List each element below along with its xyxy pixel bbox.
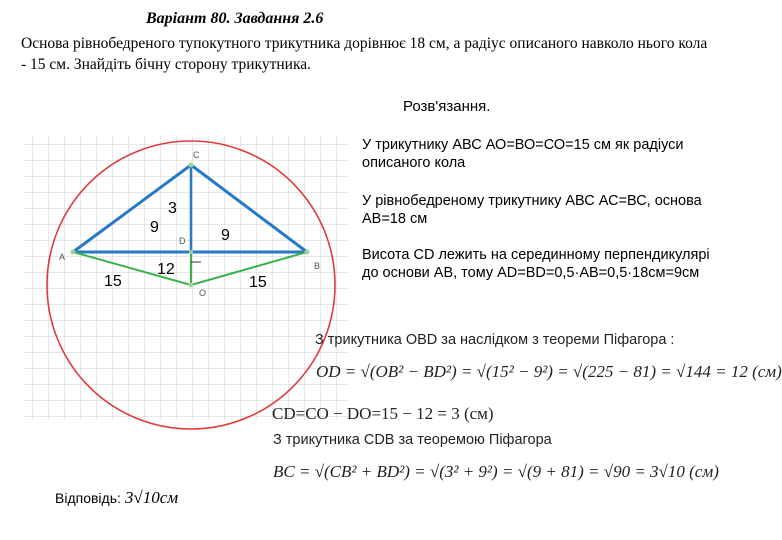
step3-formula: BC = √(CB² + BD²) = √(3² + 9²) = √(9 + 81) = √90 = 3√10 (см) [273,462,719,481]
point-o [189,283,194,288]
point-c [189,163,194,168]
measure-ac-half: 9 [150,219,159,236]
measure-bc-half: 9 [221,227,230,244]
solution-heading: Розв'язання. [403,98,491,115]
point-a [71,250,76,255]
label-b: В [314,261,321,271]
note-isosceles: У рівнобедреному трикутнику АВС АС=ВС, основа АВ=18 см [362,193,702,227]
task-title: Варіант 80. Завдання 2.6 [146,10,324,27]
measure-cd: 3 [168,200,177,217]
note-radii: У трикутнику АВС АО=ВО=СО=15 см як радіуси описаного кола [362,137,684,171]
answer-label: Відповідь: [55,490,121,506]
label-c: С [193,150,200,160]
answer-value: 3√10см [124,488,179,507]
step1-text: З трикутника OBD за наслідком з теореми Піфагора : [315,332,675,348]
step3-text: З трикутника CDB за теоремою Піфагора [273,432,552,448]
label-o: О [199,288,207,298]
point-d [189,250,193,254]
step2-formula: CD=CO − DO=15 − 12 = 3 (см) [272,404,494,423]
measure-bo: 15 [249,274,267,291]
answer [55,488,178,508]
point-b [305,250,310,255]
note-height: Висота CD лежить на серединному перпендикулярі до основи АВ, тому AD=BD=0,5·AB=0,5·18см=9см [362,247,710,281]
step1-formula: OD = √(OB² − BD²) = √(15² − 9²) = √(225 − 81) = √144 = 12 (см) [316,362,782,381]
label-d: D [179,236,186,246]
label-a: А [59,252,66,262]
measure-ao: 15 [104,273,122,290]
problem-statement: Основа рівнобедреного тупокутного трикутника дорівнює 18 см, а радіус описаного навколо нього кола - 15 см. Знайдіть бічну сторону трикутника. [21,35,708,73]
grid-background [24,136,348,420]
measure-od: 12 [157,261,175,278]
